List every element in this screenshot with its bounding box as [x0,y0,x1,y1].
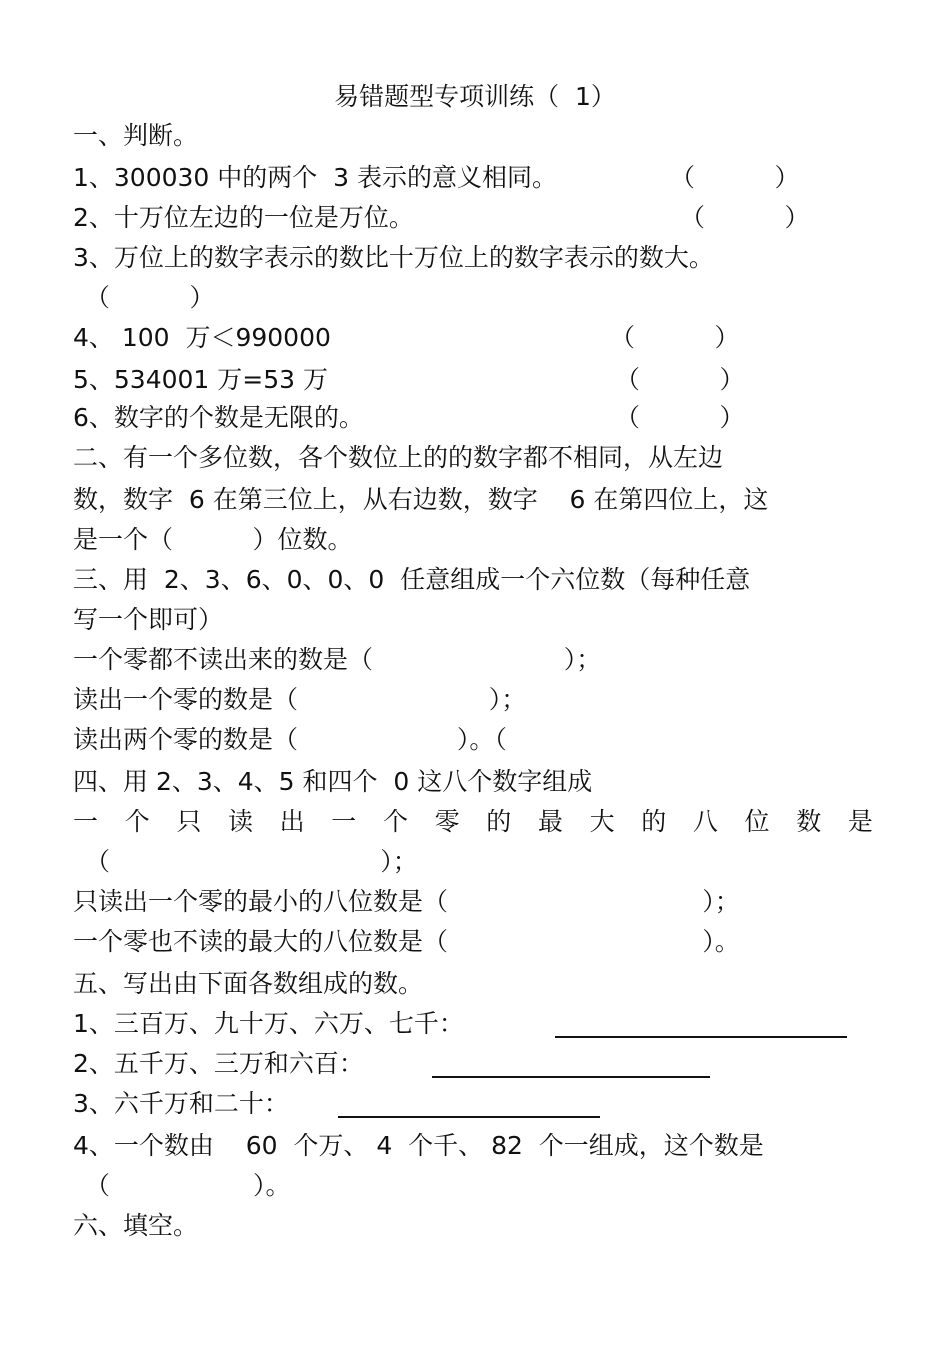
spread-char: 出 [279,807,305,836]
spread-char: 八 [692,807,718,836]
spread-char: 位 [744,807,770,836]
spread-char: 一 [331,807,357,836]
question-5-1: 1、三百万、九十万、六万、七千： [73,1009,464,1038]
answer-paren-1-1[interactable]: （ ） [670,163,800,192]
section-4-line-1: 四、用 2、3、4、5 和四个 0 这八个数字组成 [73,767,593,796]
spread-char: 零 [434,807,460,836]
question-1-2: 2、十万位左边的一位是万位。 [73,203,414,232]
answer-blank-5-2[interactable] [432,1076,710,1078]
answer-paren-1-6[interactable]: （ ） [615,403,745,432]
spread-char: 最 [537,807,563,836]
spread-char: 是 [847,807,873,836]
answer-blank-5-3[interactable] [338,1116,600,1118]
question-1-4: 4、 100 万＜990000 [73,323,331,352]
question-5-4: 4、一个数由 60 个万、 4 个千、 82 个一组成，这个数是 [73,1131,764,1160]
spread-char: 一 [73,807,99,836]
answer-paren-1-4[interactable]: （ ） [610,323,740,352]
section-4-spread-line [73,806,873,838]
section-3-line-2: 写一个即可） [73,605,224,634]
section-6-heading: 六、填空。 [73,1211,199,1240]
section-4-line-5: 一个零也不读的最大的八位数是（ ）。 [73,927,740,956]
section-4-line-3: （ ）； [85,847,418,876]
question-5-4-answer[interactable]: （ ）。 [85,1171,291,1200]
section-3-line-3: 一个零都不读出来的数是（ ）； [73,645,602,674]
question-5-2: 2、五千万、三万和六百： [73,1049,364,1078]
section-3-line-4: 读出一个零的数是（ ）； [73,685,527,714]
answer-paren-1-3[interactable]: （ ） [85,283,215,312]
spread-char: 个 [124,807,150,836]
answer-blank-5-1[interactable] [555,1036,847,1038]
answer-paren-1-5[interactable]: （ ） [615,365,745,394]
question-1-1: 1、300030 中的两个 3 表示的意义相同。 [73,163,558,192]
spread-char: 读 [227,807,253,836]
spread-char: 的 [486,807,512,836]
section-4-line-4: 只读出一个零的最小的八位数是（ ）； [73,887,740,916]
section-5-heading: 五、写出由下面各数组成的数。 [73,969,424,998]
question-1-6: 6、数字的个数是无限的。 [73,403,364,432]
section-2-line-1: 二、有一个多位数，各个数位上的的数字都不相同，从左边 [73,443,724,472]
spread-char: 个 [382,807,408,836]
section-1-heading: 一、判断。 [73,121,199,150]
section-3-line-1: 三、用 2、3、6、0、0、0 任意组成一个六位数（每种任意 [73,565,751,594]
spread-char: 数 [796,807,822,836]
question-1-3: 3、万位上的数字表示的数比十万位上的数字表示的数大。 [73,243,714,272]
page-title: 易错题型专项训练（ 1） [334,82,616,111]
question-5-3: 3、六千万和二十： [73,1089,289,1118]
section-3-line-5: 读出两个零的数是（ ）。（ [73,725,507,754]
spread-char: 大 [589,807,615,836]
answer-paren-1-2[interactable]: （ ） [680,203,810,232]
question-1-5: 5、534001 万=53 万 [73,365,328,394]
spread-char: 只 [176,807,202,836]
section-2-line-2: 数，数字 6 在第三位上，从右边数，数字 6 在第四位上，这 [73,485,769,514]
spread-char: 的 [641,807,667,836]
section-2-line-3: 是一个（ ）位数。 [73,525,353,554]
